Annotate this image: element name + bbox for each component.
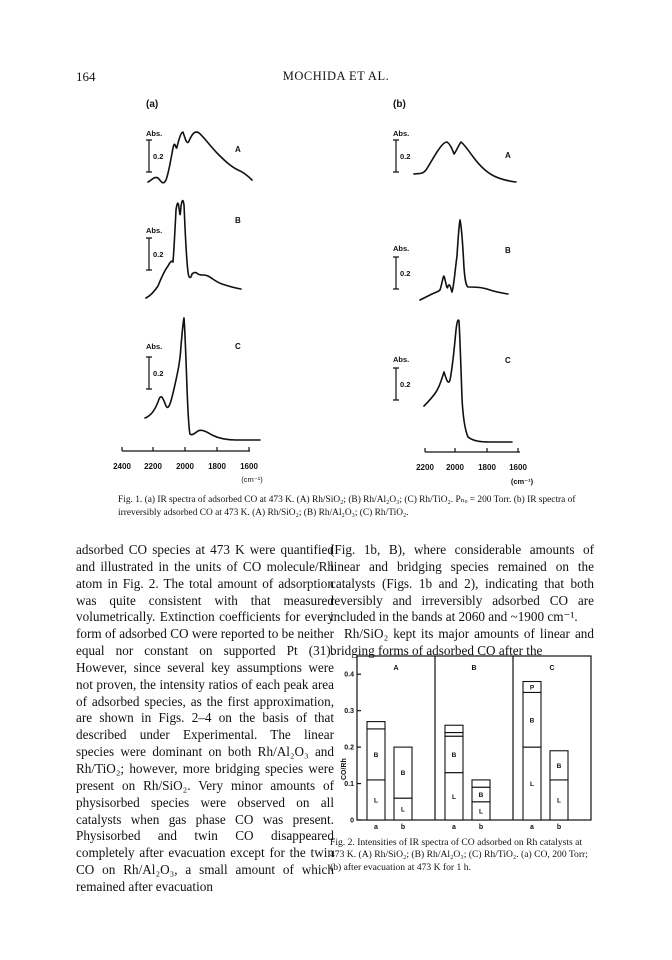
axis-a-tick-1600: 1600	[240, 462, 258, 471]
scale-value-a-A: 0.2	[153, 152, 164, 161]
figure-2-caption: Fig. 2. Intensities of IR spectra of CO adsorbed on Rh catalysts at 473 K. (A) Rh/SiO₂; (B) Rh/Al₂O₃; (C) Rh/TiO₂. (a) CO, 200 Torr; (b) after evacuation at 473 K for 1 h.	[330, 837, 588, 873]
segment-label-physisorbed: P	[529, 684, 535, 692]
paragraph: Rh/SiO₂ kept its major amounts of linear and bridging forms of adsorbed CO after the	[330, 626, 594, 659]
y-tick-label: 0.1	[344, 781, 354, 789]
text-column-left	[76, 542, 334, 896]
panel-label-C: C	[549, 665, 555, 672]
spectrum-a-A	[148, 132, 252, 183]
spectrum-b-A	[414, 142, 516, 182]
x-tick-b: b	[556, 824, 562, 830]
y-tick-label: 0.3	[344, 708, 354, 716]
segment-label-linear: L	[530, 781, 534, 789]
scale-value-a-C: 0.2	[153, 369, 164, 378]
abs-label-a-C: Abs.	[146, 342, 163, 351]
segment-label-linear: L	[557, 797, 561, 805]
axis-a-tick-2400: 2400	[113, 462, 131, 471]
segment-label-bridging: B	[451, 751, 457, 759]
axis-a-unit: (cm⁻¹)	[241, 475, 263, 484]
spectrum-a-C	[145, 318, 260, 440]
paragraph: (Fig. 1b, B), where considerable amounts of linear and bridging species remained on the catalysts (Figs. 1b and 2), indicating that both reversibly and irreversibly adsorbed CO are included in the bands at 2060 and ~1900 cm⁻¹.	[330, 542, 594, 625]
running-head: MOCHIDA ET AL.	[282, 69, 390, 83]
y-tick-label: 0.2	[344, 744, 354, 752]
panel-b-label: (b)	[393, 99, 406, 110]
axis-b-unit: (cm⁻¹)	[510, 477, 534, 486]
axis-a-tick-1800: 1800	[208, 462, 226, 471]
panel-label-A: A	[393, 665, 399, 672]
x-tick-b: b	[478, 824, 484, 830]
abs-label-b-C: Abs.	[393, 355, 410, 364]
scale-value-a-B: 0.2	[153, 250, 164, 259]
trace-label-a-A: A	[235, 145, 241, 154]
segment-label-bridging: B	[478, 791, 484, 799]
axis-b-tick-2200: 2200	[416, 463, 434, 472]
axis-b-tick-2000: 2000	[446, 463, 464, 472]
bar-B-b-twin	[472, 780, 490, 787]
segment-label-bridging: B	[556, 762, 562, 770]
segment-label-linear: L	[374, 797, 378, 805]
y-tick-label: 0.4	[344, 671, 354, 679]
figure-1-caption: Fig. 1. (a) IR spectra of adsorbed CO at 473 K. (A) Rh/SiO₂; (B) Rh/Al₂O₃; (C) Rh/TiO₂. Pₙₒ = 200 Torr. (b) IR spectra of irreversibly adsorbed CO at 473 K. (A) Rh/SiO₂; (B) Rh/Al₂O₃; (C) Rh/TiO₂.	[118, 495, 576, 518]
segment-label-bridging: B	[400, 770, 406, 778]
abs-label-b-B: Abs.	[393, 244, 410, 253]
trace-label-b-A: A	[505, 151, 511, 160]
axis-b-tick-1800: 1800	[478, 463, 496, 472]
panel-a-label: (a)	[146, 99, 159, 110]
scale-value-b-A: 0.2	[400, 152, 411, 161]
y-tick-label: 0	[350, 817, 354, 825]
abs-label-a-B: Abs.	[146, 226, 163, 235]
text-column-right	[330, 542, 594, 660]
figure-2-ylabel: CO/Rh	[341, 758, 348, 780]
trace-label-a-C: C	[235, 342, 241, 351]
axis-a-tick-2200: 2200	[144, 462, 162, 471]
panel-label-B: B	[471, 665, 477, 672]
axis-b-tick-1600: 1600	[509, 463, 527, 472]
trace-label-a-B: B	[235, 216, 241, 225]
x-tick-a: a	[452, 824, 456, 830]
x-tick-b: b	[400, 824, 406, 830]
x-tick-a: a	[374, 824, 378, 830]
bar-A-a-physisorbed	[367, 722, 385, 729]
page-number: 164	[76, 69, 96, 84]
segment-label-linear: L	[452, 793, 456, 801]
segment-label-bridging: B	[529, 717, 535, 725]
axis-a-tick-2000: 2000	[176, 462, 194, 471]
spectrum-b-B	[420, 220, 508, 300]
abs-label-a-A: Abs.	[146, 129, 163, 138]
trace-label-b-B: B	[505, 246, 511, 255]
trace-label-b-C: C	[505, 356, 511, 365]
spectrum-b-C	[424, 320, 512, 442]
segment-label-linear: L	[479, 808, 483, 816]
x-tick-a: a	[530, 824, 534, 830]
abs-label-b-A: Abs.	[393, 129, 410, 138]
segment-label-bridging: B	[373, 751, 379, 759]
scale-value-b-B: 0.2	[400, 269, 411, 278]
paragraph: adsorbed CO species at 473 K were quantified and illustrated in the units of CO molecule/Rh atom in Fig. 2. The total amount of adsorption was quite consistent with that measured volumetrically. Extinction coefficients for every form of adsorbed CO were reported to be neither equal nor constant on supported Pt (31). However, since several key assumptions were not proven, the intensity ratios of each peak area of adsorbed species, as the first approximation, are shown in Figs. 2–4 on the basis of that described under Experimental. The linear species were dominant on both Rh/Al₂O₃ and Rh/TiO₂; however, more bridging species were present on Rh/SiO₂. Very minor amounts of physisorbed species were observed on all catalysts when gas phase CO was present. Physisorbed and twin CO disappeared completely after evacuation except for the twin CO on Rh/Al₂O₃, a small amount of which remained after evacuation	[76, 542, 334, 894]
scale-value-b-C: 0.2	[400, 380, 411, 389]
bar-B-a-physisorbed	[445, 725, 463, 732]
figure-2-bar-chart	[335, 650, 595, 830]
segment-label-linear: L	[401, 806, 405, 814]
